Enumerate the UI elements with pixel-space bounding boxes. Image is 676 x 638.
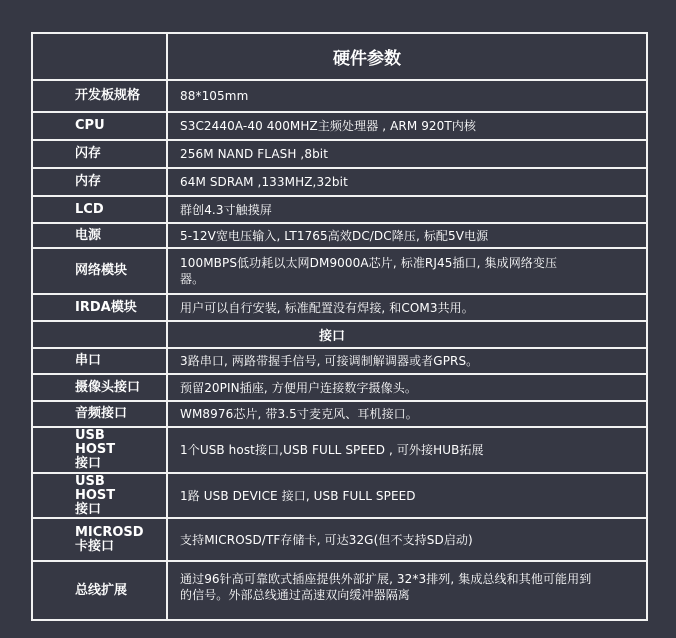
row-value: 用户可以自行安装, 标准配置没有焊接, 和COM3共用。 [167, 294, 647, 321]
row-label: 电源 [32, 223, 167, 248]
row-value: 3路串口, 两路带握手信号, 可接调制解调器或者GPRS。 [167, 348, 647, 374]
row-value: 群创4.3寸触摸屏 [167, 196, 647, 223]
hardware-spec-table [31, 32, 648, 621]
row-label: 闪存 [32, 140, 167, 168]
row-value: 88*105mm [167, 80, 647, 112]
table-header-row [32, 33, 647, 80]
row-value: 预留20PIN插座, 方便用户连接数字摄像头。 [167, 374, 647, 401]
row-label: MICROSD 卡接口 [32, 518, 167, 561]
section-header-row [32, 321, 647, 348]
row-label: USB HOST 接口 [32, 473, 167, 518]
table-row [32, 80, 647, 112]
row-label: 总线扩展 [32, 561, 167, 620]
row-label: 内存 [32, 168, 167, 196]
row-value: WM8976芯片, 带3.5寸麦克风、耳机接口。 [167, 401, 647, 427]
row-label: 串口 [32, 348, 167, 374]
table-row [32, 223, 647, 248]
table-row [32, 140, 647, 168]
row-label: 网络模块 [32, 248, 167, 294]
row-value: 64M SDRAM ,133MHZ,32bit [167, 168, 647, 196]
row-value: 1路 USB DEVICE 接口, USB FULL SPEED [167, 473, 647, 518]
row-value: 支持MICROSD/TF存储卡, 可达32G(但不支持SD启动) [167, 518, 647, 561]
table-row [32, 374, 647, 401]
table-row [32, 401, 647, 427]
section-title: 接口 [167, 321, 647, 348]
row-label: IRDA模块 [32, 294, 167, 321]
row-value: 通过96针高可靠欧式插座提供外部扩展, 32*3排列, 集成总线和其他可能用到的信号。外部总线通过高速双向缓冲器隔离 [167, 561, 647, 620]
table-row [32, 248, 647, 294]
row-label: 开发板规格 [32, 80, 167, 112]
table-row [32, 427, 647, 473]
row-label: 摄像头接口 [32, 374, 167, 401]
table-row [32, 168, 647, 196]
row-label: 音频接口 [32, 401, 167, 427]
table-row [32, 294, 647, 321]
table-row [32, 112, 647, 140]
table-row [32, 348, 647, 374]
table-row [32, 196, 647, 223]
row-value: 5-12V宽电压输入, LT1765高效DC/DC降压, 标配5V电源 [167, 223, 647, 248]
row-label: USB HOST 接口 [32, 427, 167, 473]
row-value: S3C2440A-40 400MHZ主频处理器 , ARM 920T内核 [167, 112, 647, 140]
table-row [32, 518, 647, 561]
row-label: LCD [32, 196, 167, 223]
table-row [32, 561, 647, 620]
row-value: 1个USB host接口,USB FULL SPEED , 可外接HUB拓展 [167, 427, 647, 473]
row-label: CPU [32, 112, 167, 140]
row-value: 256M NAND FLASH ,8bit [167, 140, 647, 168]
section-empty-cell [32, 321, 167, 348]
table-title: 硬件参数 [167, 33, 647, 80]
table-row [32, 473, 647, 518]
row-value: 100MBPS低功耗以太网DM9000A芯片, 标准RJ45插口, 集成网络变压器。 [167, 248, 647, 294]
header-empty-cell [32, 33, 167, 80]
